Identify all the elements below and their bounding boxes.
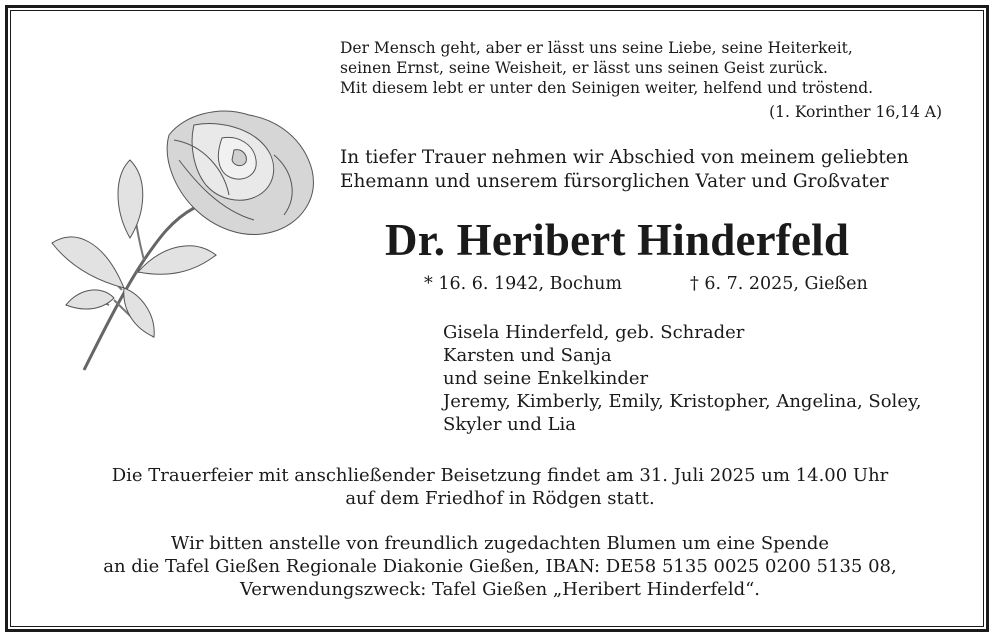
intro-text <box>340 146 909 194</box>
funeral-line: auf dem Friedhof in Rödgen statt. <box>345 488 655 509</box>
death-date: † 6. 7. 2025, Gießen <box>690 274 868 294</box>
donation-info <box>40 532 960 601</box>
donation-line: Wir bitten anstelle von freundlich zugedachten Blumen um eine Spende <box>170 533 830 554</box>
birth-date: * 16. 6. 1942, Bochum <box>424 274 622 294</box>
mourner-line: Jeremy, Kimberly, Emily, Kristopher, Angelina, Soley, <box>443 391 922 412</box>
mourner-line: Gisela Hinderfeld, geb. Schrader <box>443 322 745 343</box>
funeral-line: Die Trauerfeier mit anschließender Beisetzung findet am 31. Juli 2025 um 14.00 Uhr <box>111 465 889 486</box>
funeral-info <box>40 464 960 510</box>
donation-line: an die Tafel Gießen Regionale Diakonie Gießen, IBAN: DE58 5135 0025 0200 5135 08, <box>103 556 897 577</box>
intro-line: Ehemann und unserem fürsorglichen Vater und Großvater <box>340 171 889 192</box>
quote-line: Mit diesem lebt er unter den Seinigen weiter, helfend und tröstend. <box>340 79 874 97</box>
mourner-line: und seine Enkelkinder <box>443 368 649 389</box>
quote-line: Der Mensch geht, aber er lässt uns seine Liebe, seine Heiterkeit, <box>340 39 853 57</box>
rose-icon <box>44 100 319 380</box>
quote-reference: (1. Korinther 16,14 A) <box>769 103 942 121</box>
donation-line: Verwendungszweck: Tafel Gießen „Heribert Hinderfeld“. <box>239 579 761 600</box>
intro-line: In tiefer Trauer nehmen wir Abschied von meinem geliebten <box>340 147 909 168</box>
mourners-list <box>443 321 921 436</box>
mourner-line: Skyler und Lia <box>443 414 577 435</box>
quote-line: seinen Ernst, seine Weisheit, er lässt uns seinen Geist zurück. <box>340 59 828 77</box>
mourner-line: Karsten und Sanja <box>443 345 612 366</box>
deceased-name: Dr. Heribert Hinderfeld <box>385 215 850 265</box>
bible-quote <box>340 38 873 98</box>
